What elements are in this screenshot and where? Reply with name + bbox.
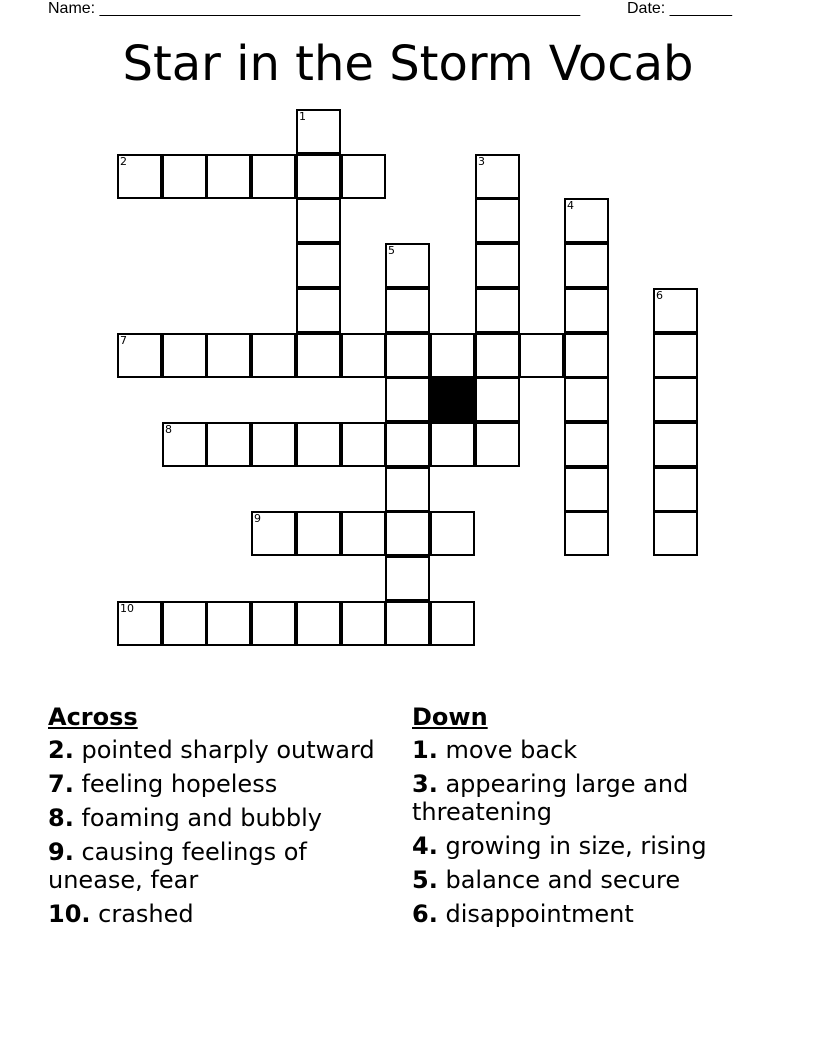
clue-text: balance and secure xyxy=(445,866,681,894)
crossword-cell[interactable] xyxy=(475,422,520,467)
crossword-cell[interactable] xyxy=(162,154,207,199)
crossword-cell[interactable] xyxy=(251,154,296,199)
cell-number: 4 xyxy=(567,199,574,212)
crossword-cell[interactable] xyxy=(251,333,296,378)
crossword-cell[interactable] xyxy=(296,601,341,646)
crossword-cell[interactable] xyxy=(206,333,251,378)
cell-number: 3 xyxy=(478,155,485,168)
crossword-cell[interactable] xyxy=(430,333,475,378)
clue-text: crashed xyxy=(98,900,194,928)
crossword-cell[interactable] xyxy=(475,333,520,378)
crossword-cell[interactable] xyxy=(564,288,609,333)
clue-down-6 xyxy=(412,900,752,928)
crossword-cell[interactable] xyxy=(206,154,251,199)
crossword-cell[interactable] xyxy=(296,154,341,199)
clue-down-3 xyxy=(412,770,752,826)
crossword-cell[interactable] xyxy=(296,198,341,243)
crossword-cell[interactable] xyxy=(341,511,386,556)
crossword-cell[interactable] xyxy=(653,511,698,556)
clue-number: 10. xyxy=(48,900,91,928)
down-heading: Down xyxy=(412,703,488,731)
clue-across-8 xyxy=(48,804,378,832)
clue-text: pointed sharply outward xyxy=(81,736,375,764)
crossword-cell[interactable] xyxy=(475,154,520,199)
crossword-cell[interactable] xyxy=(564,467,609,512)
clue-text: appearing large and threatening xyxy=(412,770,689,826)
clue-down-5 xyxy=(412,866,752,894)
date-field[interactable]: Date: _______ xyxy=(627,0,732,17)
crossword-cell[interactable] xyxy=(206,422,251,467)
clue-text: disappointment xyxy=(445,900,634,928)
crossword-cell[interactable] xyxy=(564,511,609,556)
clue-down-4 xyxy=(412,832,752,860)
across-clues xyxy=(48,702,378,934)
crossword-cell[interactable] xyxy=(653,467,698,512)
page-title: Star in the Storm Vocab xyxy=(122,36,694,92)
crossword-cell[interactable] xyxy=(564,422,609,467)
crossword-cell[interactable] xyxy=(385,333,430,378)
across-heading: Across xyxy=(48,703,138,731)
crossword-cell[interactable] xyxy=(519,333,564,378)
clue-number: 8. xyxy=(48,804,74,832)
clue-text: foaming and bubbly xyxy=(81,804,322,832)
clue-across-7 xyxy=(48,770,378,798)
crossword-cell[interactable] xyxy=(341,154,386,199)
cell-number: 6 xyxy=(656,289,663,302)
clue-number: 1. xyxy=(412,736,438,764)
crossword-cell[interactable] xyxy=(653,288,698,333)
crossword-cell[interactable] xyxy=(430,601,475,646)
crossword-cell[interactable] xyxy=(564,198,609,243)
clue-number: 4. xyxy=(412,832,438,860)
clue-number: 6. xyxy=(412,900,438,928)
clue-text: move back xyxy=(445,736,578,764)
cell-number: 2 xyxy=(120,155,127,168)
crossword-cell[interactable] xyxy=(296,511,341,556)
crossword-cell[interactable] xyxy=(341,601,386,646)
crossword-cell[interactable] xyxy=(475,198,520,243)
crossword-cell[interactable] xyxy=(385,243,430,288)
clue-number: 5. xyxy=(412,866,438,894)
crossword-cell[interactable] xyxy=(385,511,430,556)
clue-number: 2. xyxy=(48,736,74,764)
crossword-cell[interactable] xyxy=(564,377,609,422)
crossword-cell[interactable] xyxy=(251,422,296,467)
crossword-cell[interactable] xyxy=(385,377,430,422)
crossword-cell[interactable] xyxy=(296,333,341,378)
crossword-cell[interactable] xyxy=(296,109,341,154)
crossword-cell[interactable] xyxy=(117,333,162,378)
crossword-cell[interactable] xyxy=(117,154,162,199)
down-clues xyxy=(412,702,752,934)
crossword-cell[interactable] xyxy=(162,422,207,467)
clue-text: feeling hopeless xyxy=(81,770,278,798)
clue-number: 7. xyxy=(48,770,74,798)
clue-number: 3. xyxy=(412,770,438,798)
crossword-cell[interactable] xyxy=(385,467,430,512)
clue-across-9 xyxy=(48,838,378,894)
crossword-cell[interactable] xyxy=(296,422,341,467)
crossword-cell[interactable] xyxy=(653,333,698,378)
crossword-cell[interactable] xyxy=(206,601,251,646)
crossword-cell[interactable] xyxy=(251,511,296,556)
crossword-cell[interactable] xyxy=(162,333,207,378)
crossword-cell[interactable] xyxy=(475,288,520,333)
crossword-cell[interactable] xyxy=(251,601,296,646)
crossword-cell[interactable] xyxy=(296,243,341,288)
crossword-cell[interactable] xyxy=(385,288,430,333)
clue-text: causing feelings of unease, fear xyxy=(48,838,307,894)
crossword-cell[interactable] xyxy=(653,422,698,467)
crossword-cell[interactable] xyxy=(475,243,520,288)
crossword-cell[interactable] xyxy=(296,288,341,333)
clue-number: 9. xyxy=(48,838,74,866)
crossword-cell[interactable] xyxy=(341,422,386,467)
crossword-cell[interactable] xyxy=(117,601,162,646)
crossword-cell[interactable] xyxy=(564,243,609,288)
crossword-cell[interactable] xyxy=(385,422,430,467)
cell-number: 9 xyxy=(254,512,261,525)
crossword-cell[interactable] xyxy=(385,556,430,601)
crossword-cell[interactable] xyxy=(341,333,386,378)
cell-number: 1 xyxy=(299,110,306,123)
name-field[interactable]: Name: ______________________________________________________ xyxy=(48,0,581,17)
crossword-block xyxy=(430,377,475,422)
crossword-cell[interactable] xyxy=(564,333,609,378)
crossword-cell[interactable] xyxy=(430,511,475,556)
clue-across-10 xyxy=(48,900,378,928)
clue-text: growing in size, rising xyxy=(445,832,707,860)
cell-number: 5 xyxy=(388,244,395,257)
clue-down-1 xyxy=(412,736,752,764)
cell-number: 10 xyxy=(120,602,134,615)
cell-number: 8 xyxy=(165,423,172,436)
crossword-cell[interactable] xyxy=(653,377,698,422)
crossword-cell[interactable] xyxy=(430,422,475,467)
cell-number: 7 xyxy=(120,334,127,347)
crossword-cell[interactable] xyxy=(475,377,520,422)
crossword-cell[interactable] xyxy=(385,601,430,646)
clue-across-2 xyxy=(48,736,378,764)
crossword-cell[interactable] xyxy=(162,601,207,646)
